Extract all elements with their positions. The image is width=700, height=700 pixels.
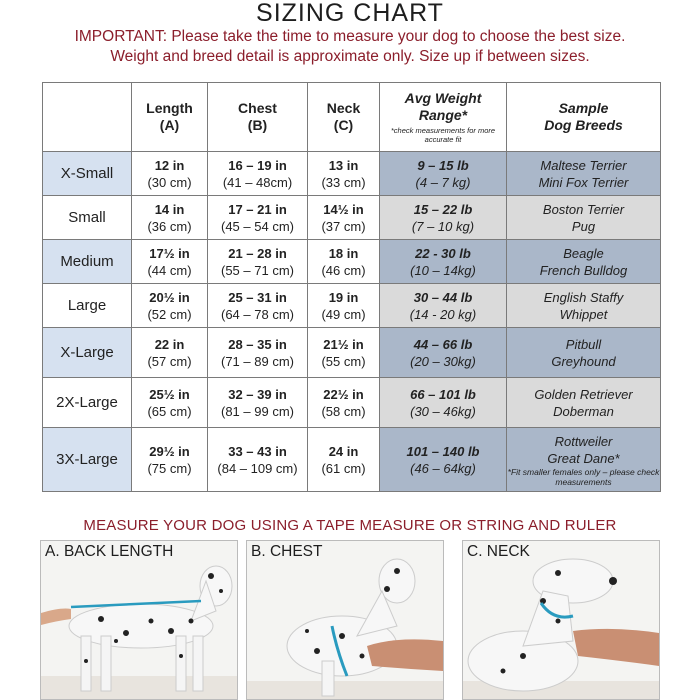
length-cell: 12 in (30 cm): [132, 152, 208, 196]
breeds-cell: Beagle French Bulldog: [507, 240, 661, 284]
measure-instructions: MEASURE YOUR DOG USING A TAPE MEASURE OR STRING AND RULER: [83, 517, 617, 534]
table-row: [43, 240, 661, 284]
header-length: Length (A): [132, 83, 208, 152]
important-note-line-1: IMPORTANT: Please take the time to measure your dog to choose the best size.: [74, 28, 626, 45]
panel-label: B. CHEST: [251, 543, 323, 560]
header-chest: Chest (B): [208, 83, 308, 152]
neck-cell: 19 in (49 cm): [308, 284, 380, 328]
dalmatian-chest-photo-icon: [247, 541, 443, 699]
header-weight: Avg Weight Range* *check measurements for more accurate fit: [380, 83, 507, 152]
sizing-table: [42, 82, 661, 492]
neck-cell: 21½ in (55 cm): [308, 328, 380, 378]
panel-chest: [246, 540, 444, 700]
length-cell: 29½ in (75 cm): [132, 428, 208, 492]
chest-cell: 16 – 19 in (41 – 48cm): [208, 152, 308, 196]
breeds-cell: Pitbull Greyhound: [507, 328, 661, 378]
panel-label: C. NECK: [467, 543, 530, 560]
length-cell: 20½ in (52 cm): [132, 284, 208, 328]
neck-cell: 18 in (46 cm): [308, 240, 380, 284]
header-breeds: Sample Dog Breeds: [507, 83, 661, 152]
table-row: [43, 328, 661, 378]
size-label: Small: [43, 196, 132, 240]
breeds-cell: Boston Terrier Pug: [507, 196, 661, 240]
breeds-cell: Rottweiler Great Dane* *Fit smaller females only – please check measurements: [507, 428, 661, 492]
breeds-cell: English Staffy Whippet: [507, 284, 661, 328]
neck-cell: 24 in (61 cm): [308, 428, 380, 492]
weight-cell: 22 - 30 lb (10 – 14kg): [380, 240, 507, 284]
weight-cell: 15 – 22 lb (7 – 10 kg): [380, 196, 507, 240]
dalmatian-neck-photo-icon: [463, 541, 659, 699]
size-label: X-Large: [43, 328, 132, 378]
length-cell: 14 in (36 cm): [132, 196, 208, 240]
panel-label: A. BACK LENGTH: [45, 543, 174, 560]
panel-neck: [462, 540, 660, 700]
table-row: [43, 284, 661, 328]
weight-cell: 30 – 44 lb (14 - 20 kg): [380, 284, 507, 328]
weight-cell: 44 – 66 lb (20 – 30kg): [380, 328, 507, 378]
neck-cell: 22½ in (58 cm): [308, 378, 380, 428]
table-row: [43, 428, 661, 492]
table-row: [43, 196, 661, 240]
table-row: [43, 378, 661, 428]
header-size-blank: [43, 83, 132, 152]
dalmatian-back-length-photo-icon: [41, 541, 237, 699]
size-label: 2X-Large: [43, 378, 132, 428]
neck-cell: 14½ in (37 cm): [308, 196, 380, 240]
chest-cell: 21 – 28 in (55 – 71 cm): [208, 240, 308, 284]
chest-cell: 32 – 39 in (81 – 99 cm): [208, 378, 308, 428]
chest-cell: 17 – 21 in (45 – 54 cm): [208, 196, 308, 240]
size-label: X-Small: [43, 152, 132, 196]
page-title: SIZING CHART: [256, 0, 444, 27]
chest-cell: 28 – 35 in (71 – 89 cm): [208, 328, 308, 378]
header-weight-note: *check measurements for more accurate fit: [390, 126, 496, 144]
important-note-line-2: Weight and breed detail is approximate only. Size up if between sizes.: [110, 48, 590, 65]
breeds-cell: Maltese Terrier Mini Fox Terrier: [507, 152, 661, 196]
table-row: [43, 152, 661, 196]
chest-cell: 25 – 31 in (64 – 78 cm): [208, 284, 308, 328]
header-neck: Neck (C): [308, 83, 380, 152]
length-cell: 25½ in (65 cm): [132, 378, 208, 428]
breeds-cell: Golden Retriever Doberman: [507, 378, 661, 428]
weight-cell: 66 – 101 lb (30 – 46kg): [380, 378, 507, 428]
neck-cell: 13 in (33 cm): [308, 152, 380, 196]
weight-cell: 9 – 15 lb (4 – 7 kg): [380, 152, 507, 196]
size-label: Large: [43, 284, 132, 328]
breed-note: *Fit smaller females only – please check measurements: [507, 466, 660, 487]
panel-back-length: [40, 540, 238, 700]
length-cell: 22 in (57 cm): [132, 328, 208, 378]
important-note: [0, 27, 700, 67]
header-row: [43, 83, 661, 152]
size-label: 3X-Large: [43, 428, 132, 492]
chest-cell: 33 – 43 in (84 – 109 cm): [208, 428, 308, 492]
length-cell: 17½ in (44 cm): [132, 240, 208, 284]
size-label: Medium: [43, 240, 132, 284]
weight-cell: 101 – 140 lb (46 – 64kg): [380, 428, 507, 492]
